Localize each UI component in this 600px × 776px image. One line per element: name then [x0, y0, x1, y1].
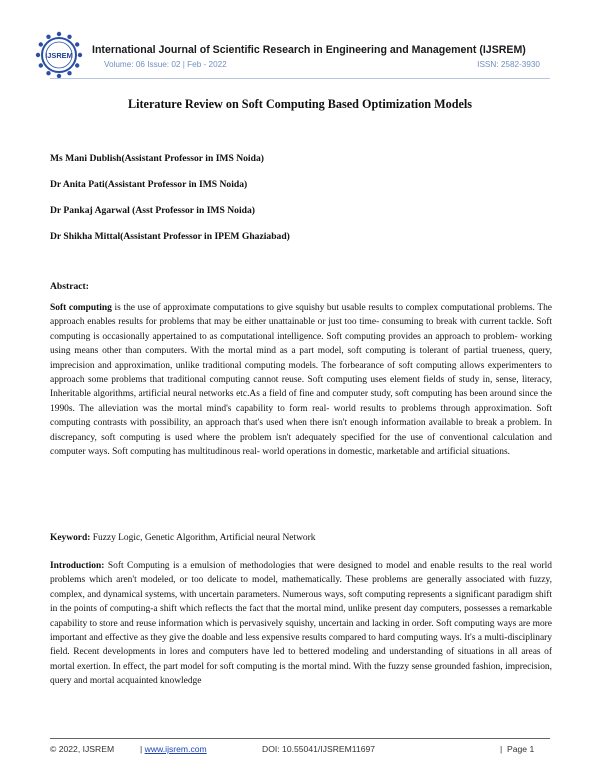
- footer-website-wrap: | www.ijsrem.com: [140, 744, 207, 754]
- journal-logo-text: IJSREM: [45, 51, 73, 60]
- abstract-lead: Soft computing: [50, 303, 112, 313]
- author-2: Dr Anita Pati(Assistant Professor in IMS Noida): [50, 179, 248, 190]
- footer-copyright: © 2022, IJSREM: [50, 744, 115, 754]
- header-divider: [50, 78, 550, 79]
- author-1: Ms Mani Dublish(Assistant Professor in IMS Noida): [50, 153, 264, 164]
- author-3: Dr Pankaj Agarwal (Asst Professor in IMS Noida): [50, 205, 255, 216]
- introduction-body: [50, 559, 552, 689]
- footer-divider: [50, 738, 550, 739]
- keyword-text: Fuzzy Logic, Genetic Algorithm, Artificial neural Network: [90, 533, 316, 543]
- keyword-line: [50, 531, 552, 545]
- journal-volume: Volume: 06 Issue: 02 | Feb - 2022: [104, 60, 227, 69]
- introduction-text: Soft Computing is a emulsion of methodologies that were designed to model and enable results to the real world problems which aren't modeled, or too delicate to model, mathematically. These problems are generally associated with fuzzy, complex, and dynamical systems, with uncertain parameters. Numerous ways, soft computing represents a significant paradigm shift in the points of computing-a shift which reflects the fact that the mortal mind, unlike present day computers, possesses a remarkable capability to store and reuse information which is pervasively squishy, uncertain and lacking in order. Soft computing ways are more important and effective as they give the doable and less expensive results compared to hard computing ways. It's a multi-disciplinary field. Recent developments in lores and computers have led to bettered modeling and understanding of situations in all areas of mortal exertion. In effect, the part model for soft computing is the mortal mind. With the fuzzy sense grounded fashion, imprecision, query and mortal acquainted knowledge: [50, 561, 552, 687]
- footer-page-wrap: | Page 1: [500, 744, 535, 754]
- footer-page: Page 1: [507, 744, 535, 754]
- paper-title: Literature Review on Soft Computing Based Optimization Models: [127, 97, 473, 111]
- abstract-body: [50, 301, 552, 459]
- journal-name: International Journal of Scientific Research in Engineering and Management (IJSREM): [92, 44, 526, 56]
- journal-issn: ISSN: 2582-3930: [477, 60, 540, 69]
- abstract-heading: Abstract:: [50, 281, 89, 292]
- journal-logo: [34, 30, 84, 80]
- footer-website-link[interactable]: www.ijsrem.com: [144, 744, 207, 754]
- introduction-label: Introduction:: [50, 561, 105, 571]
- keyword-label: Keyword:: [50, 533, 91, 543]
- footer-doi: DOI: 10.55041/IJSREM11697: [262, 744, 376, 754]
- author-4: Dr Shikha Mittal(Assistant Professor in IPEM Ghaziabad): [50, 231, 290, 242]
- abstract-text: is the use of approximate computations to give squishy but usable results to complex computational problems. The approach enables results for problems that may be either unattainable or just too time- consuming to break with current tackle. Soft computing is occasionally appertained to as computational intelligence. Soft computing provides an approach to problem- working using means other than computers. With the mortal mind as a part model, soft computing is tolerant of partial trueness, query, imprecision and approximation, unlike traditional computing models. The forbearance of soft computing allows experimenters to approach some problems that traditional computing cannot reuse. Soft computing uses element fields of study in, sense, literacy, Inheritable algorithms, artificial neural networks etc.As a field of fine and computer study, soft computing has been around since the 1990s. The alleviation was the mortal mind's capability to form real- world results to problems through approximation. Soft computing contrasts with possibility, an approach that's used when there isn't enough information available to break a problem. In discrepancy, soft computing is used where the problem isn't adequately specified for the use of conventional calculation and computer ways. Soft computing has multitudinous real- world operations in domestic, marketable and artificial situations.: [50, 303, 552, 458]
